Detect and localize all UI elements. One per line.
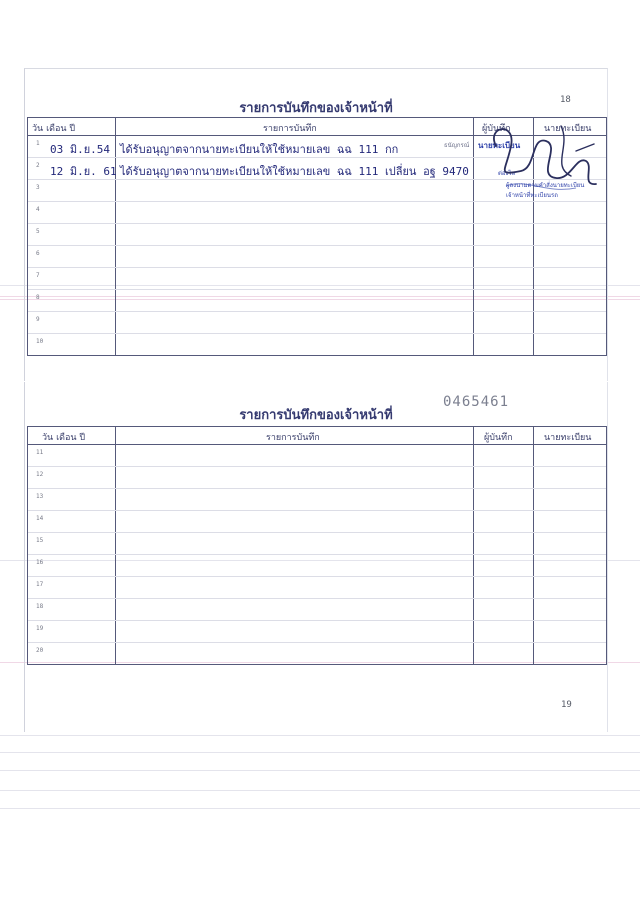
record-table: [27, 117, 607, 356]
row-number: 16: [36, 559, 44, 566]
column-recorder: ผู้บันทึก: [482, 124, 511, 134]
registrar-stamp-line: ต่องไห: [498, 170, 516, 177]
column-recorder: ผู้บันทึก: [484, 433, 513, 443]
row-date: 03 มิ.ย.54: [50, 143, 111, 156]
scan-artifact: [0, 790, 640, 791]
row-number: 6: [36, 250, 40, 257]
table-row: [28, 268, 606, 290]
row-number: 3: [36, 184, 40, 191]
row-number: 12: [36, 471, 44, 478]
row-number: 14: [36, 515, 44, 522]
row-number: 8: [36, 294, 40, 301]
row-date: 12 มิ.ย. 61: [50, 165, 117, 178]
row-number: 1: [36, 140, 40, 147]
row-entry: ได้รับอนุญาตจากนายทะเบียนให้ใช้หมายเลข ฉฉ 111 เปลี่ยน อฐ 9470: [120, 165, 469, 178]
table-row: [28, 467, 606, 489]
table-row: [28, 577, 606, 599]
table-row: [28, 599, 606, 621]
column-date: วัน เดือน ปี: [32, 124, 76, 134]
table-row: [28, 621, 606, 643]
scan-artifact: [0, 735, 640, 736]
row-number: 13: [36, 493, 44, 500]
page-number: 18: [560, 95, 571, 105]
scan-artifact: [0, 770, 640, 771]
row-number: 4: [36, 206, 40, 213]
officer-record-sheet-bottom: [24, 382, 608, 732]
column-registrar: นายทะเบียน: [544, 433, 592, 443]
page-number: 19: [561, 700, 572, 710]
row-number: 2: [36, 162, 40, 169]
row-number: 9: [36, 316, 40, 323]
row-number: 7: [36, 272, 40, 279]
column-date: วัน เดือน ปี: [42, 433, 86, 443]
scan-artifact: [0, 808, 640, 809]
table-row: [28, 246, 606, 268]
registrar-stamp-line: ผู้ลงนามตามคำสั่งนายทะเบียน: [506, 182, 585, 189]
table-row: [28, 643, 606, 664]
section-title: รายการบันทึกของเจ้าหน้าที่: [239, 101, 393, 116]
column-registrar: นายทะเบียน: [544, 124, 592, 134]
row-number: 15: [36, 537, 44, 544]
row-number: 18: [36, 603, 44, 610]
recorder-name: ธนัญกรณ์: [444, 142, 470, 149]
registrar-stamp: นายทะเบียน: [478, 141, 521, 150]
table-row: [28, 511, 606, 533]
serial-number: 0465461: [443, 394, 510, 410]
officer-record-sheet-top: [24, 68, 608, 381]
row-entry: ได้รับอนุญาตจากนายทะเบียนให้ใช้หมายเลข ฉฉ 111 กก: [120, 143, 399, 156]
row-number: 11: [36, 449, 44, 456]
row-number: 5: [36, 228, 40, 235]
scan-artifact: [0, 752, 640, 753]
row-number: 10: [36, 338, 44, 345]
table-row: [28, 290, 606, 312]
table-row: [28, 224, 606, 246]
table-row: [28, 334, 606, 355]
table-row: [28, 489, 606, 511]
row-number: 19: [36, 625, 44, 632]
record-rows: [28, 445, 606, 664]
record-table-header: [28, 427, 606, 445]
row-number: 20: [36, 647, 44, 654]
column-entry: รายการบันทึก: [266, 433, 320, 443]
table-row: [28, 312, 606, 334]
column-entry: รายการบันทึก: [263, 124, 317, 134]
registrar-stamp-line: เจ้าหน้าที่ทะเบียนรถ: [506, 192, 558, 199]
section-title: รายการบันทึกของเจ้าหน้าที่: [239, 408, 393, 423]
table-row: [28, 445, 606, 467]
signature-icon: [476, 116, 606, 206]
table-row: [28, 555, 606, 577]
record-table: [27, 426, 607, 665]
row-number: 17: [36, 581, 44, 588]
table-row: [28, 533, 606, 555]
